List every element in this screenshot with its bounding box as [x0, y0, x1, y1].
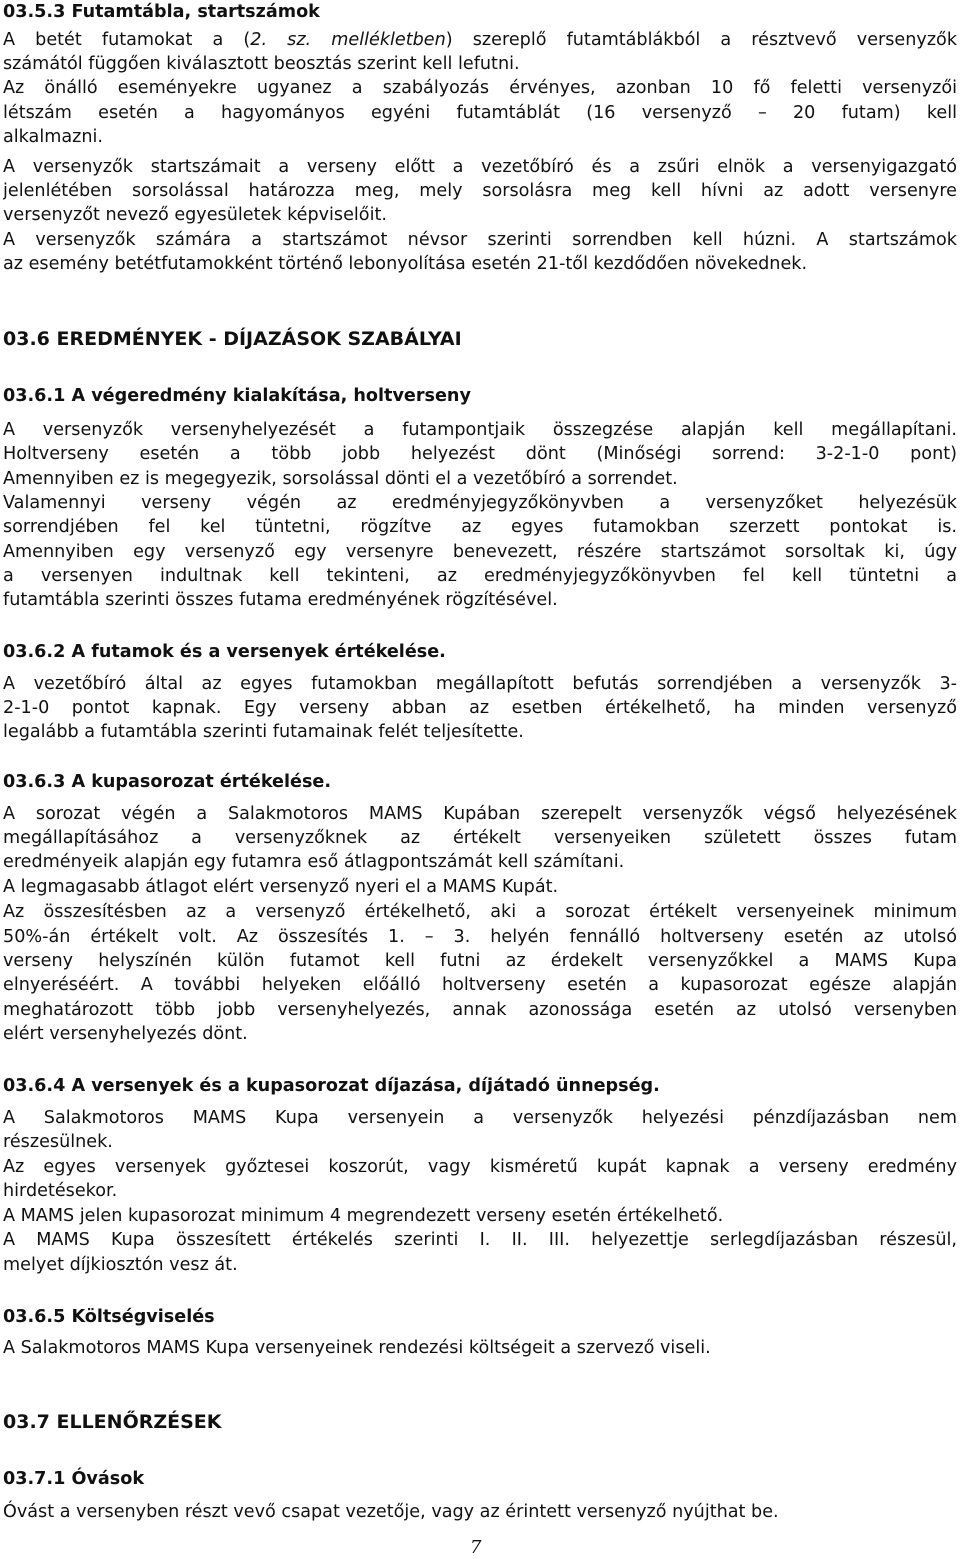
paragraph-line: legalább a futamtábla szerinti futamainak felét teljesítette.	[3, 722, 524, 742]
paragraph-line: számától függően kiválasztott beosztás szerint kell lefutni.	[3, 54, 520, 74]
paragraph-line: meghatározott több jobb versenyhelyezés, annak azonossága esetén az utolsó versenyben	[3, 1000, 957, 1020]
chapter-heading: 03.6 EREDMÉNYEK - DÍJAZÁSOK SZABÁLYAI	[3, 328, 462, 350]
paragraph-line: A sorozat végén a Salakmotoros MAMS Kupában szerepelt versenyzők végső helyezésének	[3, 804, 957, 824]
paragraph-line: Az összesítésben az a versenyző értékelhető, aki a sorozat értékelt versenyeinek minimum	[3, 902, 957, 922]
paragraph-line: A versenyzők versenyhelyezését a futampontjaik összegzése alapján kell megállapítani.	[3, 420, 957, 440]
paragraph-line: sorrendjében fel kel tüntetni, rögzítve az egyes futamokban szerzett pontokat is.	[3, 517, 957, 537]
paragraph-line: Óvást a versenyben részt vevő csapat vezetője, vagy az érintett versenyző nyújthat be.	[3, 1502, 779, 1522]
paragraph-line: részesülnek.	[3, 1132, 113, 1152]
section-heading: 03.6.5 Költségviselés	[3, 1307, 215, 1327]
paragraph-line: futamtábla szerinti összes futama eredményének rögzítésével.	[3, 590, 558, 610]
paragraph-line: 2-1-0 pontot kapnak. Egy verseny abban az esetben értékelhető, ha minden versenyző	[3, 698, 957, 718]
paragraph-line: Amennyiben ez is megegyezik, sorsolással dönti el a vezetőbíró a sorrendet.	[3, 469, 678, 489]
text-run: A betét futamokat a (	[3, 30, 251, 50]
paragraph-line: megállapításához a versenyzőknek az értékelt versenyeiken született összes futam	[3, 828, 957, 848]
paragraph-line: Amennyiben egy versenyző egy versenyre benevezett, részére startszámot sorsoltak ki, úgy	[3, 542, 957, 562]
paragraph-line: A Salakmotoros MAMS Kupa versenyein a versenyzők helyezési pénzdíjazásban nem	[3, 1108, 957, 1128]
paragraph-line: A MAMS jelen kupasorozat minimum 4 megrendezett verseny esetén értékelhető.	[3, 1206, 724, 1226]
section-heading: 03.5.3 Futamtábla, startszámok	[3, 2, 320, 22]
section-heading: 03.6.4 A versenyek és a kupasorozat díjazása, díjátadó ünnepség.	[3, 1076, 660, 1096]
paragraph-line: Holtverseny esetén a több jobb helyezést dönt (Minőségi sorrend: 3-2-1-0 pont)	[3, 444, 957, 464]
section-heading: 03.7.1 Óvások	[3, 1469, 145, 1489]
paragraph-line: Az egyes versenyek győztesei koszorút, vagy kisméretű kupát kapnak a verseny eredmény	[3, 1157, 957, 1177]
chapter-heading: 03.7 ELLENŐRZÉSEK	[3, 1411, 222, 1433]
paragraph-line: létszám esetén a hagyományos egyéni futamtáblát (16 versenyző – 20 futam) kell	[3, 103, 957, 123]
paragraph-line: alkalmazni.	[3, 127, 104, 147]
paragraph-line: az esemény betétfutamokként történő lebonyolítása esetén 21-től kezdődően növekednek.	[3, 254, 808, 274]
text-run: ) szereplő futamtáblákból a résztvevő versenyzők	[445, 30, 957, 50]
paragraph-line: A versenyzők startszámait a verseny előtt a vezetőbíró és a zsűri elnök a versenyigazgató	[3, 157, 957, 177]
paragraph-line: Az önálló eseményekre ugyanez a szabályozás érvényes, azonban 10 fő feletti versenyzői	[3, 78, 957, 98]
paragraph-line: A versenyzők számára a startszámot névsor szerinti sorrendben kell húzni. A startszámok	[3, 230, 957, 250]
section-heading: 03.6.3 A kupasorozat értékelése.	[3, 772, 332, 792]
paragraph-line: A MAMS Kupa összesített értékelés szerinti I. II. III. helyezettje serlegdíjazásban részesül,	[3, 1230, 957, 1250]
paragraph-line: Valamennyi verseny végén az eredményjegyzőkönyvben a versenyzőket helyezésük	[3, 493, 957, 513]
paragraph-line	[3, 28, 957, 52]
section-heading: 03.6.2 A futamok és a versenyek értékelése.	[3, 642, 446, 662]
page-number: 7	[470, 1537, 482, 1558]
paragraph-line: 50%-án értékelt volt. Az összesítés 1. – 3. helyén fennálló holtverseny esetén az utolsó	[3, 927, 957, 947]
paragraph-line: versenyzőt nevező egyesületek képviselőit.	[3, 205, 387, 225]
paragraph-line: a versenyen indultnak kell tekinteni, az eredményjegyzőkönyvben fel kell tüntetni a	[3, 566, 957, 586]
paragraph-line: verseny helyszínén külön futamot kell futni az érdekelt versenyzőkkel a MAMS Kupa	[3, 951, 957, 971]
paragraph-line: eredményeik alapján egy futamra eső átlagpontszámát kell számítani.	[3, 852, 625, 872]
paragraph-line: elnyeréséért. A további helyeken előálló holtverseny esetén a kupasorozat egésze alapján	[3, 975, 957, 995]
paragraph-line: A Salakmotoros MAMS Kupa versenyeinek rendezési költségeit a szervező viseli.	[3, 1338, 711, 1358]
appendix-reference: 2. sz. mellékletben	[250, 30, 446, 50]
paragraph-line: A legmagasabb átlagot elért versenyző nyeri el a MAMS Kupát.	[3, 877, 559, 897]
paragraph-line: elért versenyhelyezés dönt.	[3, 1024, 248, 1044]
paragraph-line: jelenlétében sorsolással határozza meg, mely sorsolásra meg kell hívni az adott versenyre	[3, 181, 957, 201]
section-heading: 03.6.1 A végeredmény kialakítása, holtverseny	[3, 386, 471, 406]
paragraph-line: A vezetőbíró által az egyes futamokban megállapított befutás sorrendjében a versenyzők 3-	[3, 674, 957, 694]
paragraph-line: hirdetésekor.	[3, 1181, 118, 1201]
paragraph-line: melyet díjkiosztón vesz át.	[3, 1255, 238, 1275]
